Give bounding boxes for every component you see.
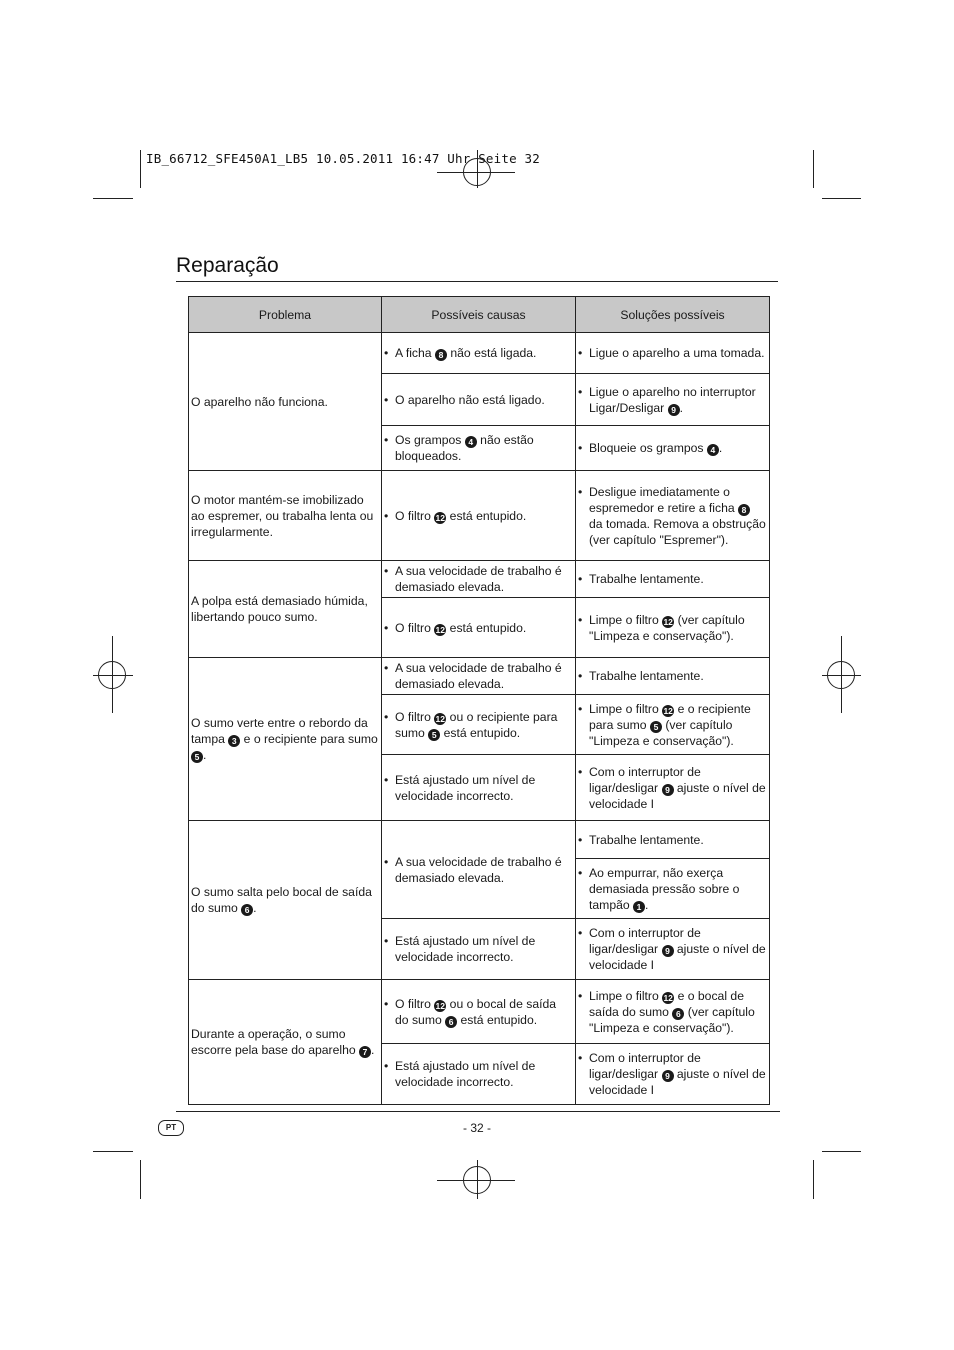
cause-cell [382, 561, 576, 598]
header-row [189, 297, 770, 333]
solution-item: • Desligue imediatamente o espremedor e retire a ficha 8 da tomada. Remova a obstrução (ver capítulo "Espremer"). [578, 484, 766, 548]
cause-item: • Está ajustado um nível de velocidade incorrecto. [384, 772, 572, 804]
problem-text: Durante a operação, o sumo escorre pela base do aparelho 7 . [191, 1027, 375, 1057]
crop-mark [813, 1160, 814, 1199]
solution-item: • Ligue o aparelho a uma tomada. [578, 345, 766, 361]
cause-item: • O aparelho não está ligado. [384, 392, 572, 408]
problem-cell [189, 561, 382, 658]
number-9-icon: 9 [662, 1070, 674, 1082]
registration-mark [463, 1166, 491, 1194]
number-12-icon: 12 [663, 705, 673, 716]
print-slug: IB_66712_SFE450A1_LB5 10.05.2011 16:47 Uhr Seite 32 [146, 151, 541, 166]
cause-item: • Os grampos 4 não estão bloqueados. [384, 432, 572, 464]
cause-cell [382, 471, 576, 561]
solution-item: • Limpe o filtro 12 (ver capítulo "Limpeza e conservação"). [578, 612, 766, 644]
registration-mark [827, 661, 855, 689]
problem-text: A polpa está demasiado húmida, libertando pouco sumo. [191, 594, 368, 624]
number-12-icon: 12 [435, 624, 446, 635]
solution-item: • Trabalhe lentamente. [578, 571, 766, 587]
problem-text: O aparelho não funciona. [191, 394, 328, 409]
cause-item: • O filtro 12 está entupido. [384, 508, 572, 524]
number-8-icon: 8 [738, 504, 750, 516]
solution-item: • Trabalhe lentamente. [578, 668, 766, 684]
cause-item: • A sua velocidade de trabalho é demasiado elevada. [384, 854, 572, 886]
cause-cell [382, 374, 576, 426]
number-6-icon: 6 [672, 1008, 684, 1020]
cause-item: • A ficha 8 não está ligada. [384, 345, 572, 361]
number-3-icon: 3 [228, 735, 240, 747]
cause-cell [382, 821, 576, 919]
number-5-icon: 5 [650, 721, 662, 733]
cause-item: • A sua velocidade de trabalho é demasiado elevada. [384, 660, 572, 692]
number-12-icon: 12 [663, 616, 673, 627]
cause-cell [382, 980, 576, 1044]
problem-cell [189, 658, 382, 821]
solution-item: • Limpe o filtro 12 e o recipiente para sumo 5 (ver capítulo "Limpeza e conservação"). [578, 701, 766, 749]
crop-mark [93, 198, 133, 199]
solution-cell [576, 658, 770, 695]
problem-cell [189, 333, 382, 471]
table-row [189, 821, 770, 859]
cause-cell [382, 1044, 576, 1105]
solution-cell [576, 980, 770, 1044]
column-header-causes: Possíveis causas [382, 297, 576, 333]
cause-item: • Está ajustado um nível de velocidade incorrecto. [384, 1058, 572, 1090]
solution-cell [576, 561, 770, 598]
number-5-icon: 5 [191, 751, 203, 763]
problem-text: O motor mantém-se imobilizado ao espremer, ou trabalha lenta ou irregularmente. [191, 492, 374, 539]
solution-item: • Bloqueie os grampos 4 . [578, 440, 766, 456]
number-1-icon: 1 [633, 901, 645, 913]
cause-item: • A sua velocidade de trabalho é demasiado elevada. [384, 563, 572, 595]
cause-cell [382, 755, 576, 821]
number-9-icon: 9 [668, 404, 680, 416]
solution-cell [576, 333, 770, 374]
solution-cell [576, 695, 770, 755]
number-12-icon: 12 [435, 713, 446, 724]
solution-cell [576, 859, 770, 919]
solution-cell [576, 821, 770, 859]
cause-cell [382, 919, 576, 980]
problem-cell [189, 821, 382, 980]
solution-cell [576, 426, 770, 471]
number-12-icon: 12 [435, 512, 446, 523]
solution-item: • Com o interruptor de ligar/desligar 9 ajuste o nível de velocidade I [578, 764, 766, 812]
footer-rule [176, 1111, 780, 1112]
number-5-icon: 5 [428, 729, 440, 741]
crop-mark [813, 150, 814, 188]
solution-item: • Limpe o filtro 12 e o bocal de saída do sumo 6 (ver capítulo "Limpeza e conservação"). [578, 988, 766, 1036]
cause-item: • O filtro 12 ou o recipiente para sumo 5 está entupido. [384, 709, 572, 741]
cause-cell [382, 598, 576, 658]
number-8-icon: 8 [435, 349, 447, 361]
table-row [189, 658, 770, 695]
problem-cell [189, 980, 382, 1105]
number-4-icon: 4 [707, 444, 719, 456]
solution-cell [576, 1044, 770, 1105]
number-9-icon: 9 [662, 945, 674, 957]
troubleshooting-table [188, 296, 770, 1105]
solution-item: • Ligue o aparelho no interruptor Ligar/Desligar 9 . [578, 384, 766, 416]
number-12-icon: 12 [435, 1000, 446, 1011]
cause-cell [382, 695, 576, 755]
cause-cell [382, 426, 576, 471]
cause-cell [382, 658, 576, 695]
number-4-icon: 4 [465, 436, 477, 448]
column-header-problem: Problema [189, 297, 382, 333]
cause-cell [382, 333, 576, 374]
problem-text: O sumo salta pelo bocal de saída do sumo 6 . [191, 885, 372, 915]
solution-cell [576, 471, 770, 561]
crop-mark [822, 1151, 861, 1152]
table-row [189, 333, 770, 374]
registration-mark [98, 661, 126, 689]
solution-item: • Com o interruptor de ligar/desligar 9 ajuste o nível de velocidade I [578, 1050, 766, 1098]
column-header-solutions: Soluções possíveis [576, 297, 770, 333]
cause-item: • O filtro 12 ou o bocal de saída do sumo 6 está entupido. [384, 996, 572, 1028]
problem-text: O sumo verte entre o rebordo da tampa 3 e o recipiente para sumo 5 . [191, 716, 378, 762]
solution-cell [576, 374, 770, 426]
number-6-icon: 6 [445, 1016, 457, 1028]
solution-cell [576, 598, 770, 658]
number-9-icon: 9 [662, 784, 674, 796]
number-12-icon: 12 [663, 992, 673, 1003]
number-7-icon: 7 [359, 1046, 371, 1058]
page-title: Reparação [176, 254, 279, 277]
number-6-icon: 6 [241, 904, 253, 916]
table-row [189, 561, 770, 598]
table-row [189, 471, 770, 561]
solution-item: • Ao empurrar, não exerça demasiada pressão sobre o tampão 1 . [578, 865, 766, 913]
language-badge: PT [158, 1120, 184, 1136]
solution-cell [576, 755, 770, 821]
crop-mark [93, 1151, 133, 1152]
crop-mark [140, 150, 141, 188]
crop-mark [140, 1160, 141, 1199]
title-rule [176, 281, 778, 282]
solution-item: • Trabalhe lentamente. [578, 832, 766, 848]
solution-cell [576, 919, 770, 980]
problem-cell [189, 471, 382, 561]
table-row [189, 980, 770, 1044]
cause-item: • O filtro 12 está entupido. [384, 620, 572, 636]
page-number: - 32 - [462, 1121, 491, 1135]
solution-item: • Com o interruptor de ligar/desligar 9 ajuste o nível de velocidade I [578, 925, 766, 973]
cause-item: • Está ajustado um nível de velocidade incorrecto. [384, 933, 572, 965]
crop-mark [822, 198, 861, 199]
